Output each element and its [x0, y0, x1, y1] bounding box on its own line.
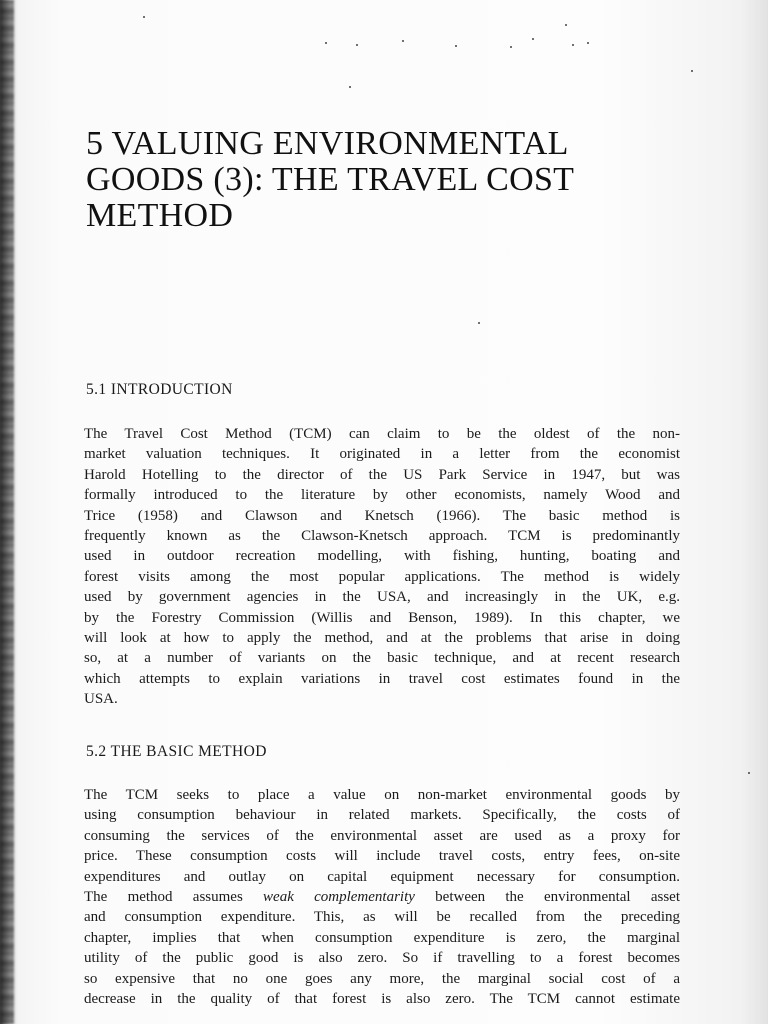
text-line: The Travel Cost Method (TCM) can claim to be the oldest of the non- [84, 426, 680, 442]
text-fragment: between the environmental asset [435, 889, 680, 906]
scan-speck [455, 45, 457, 47]
section-heading-basic-method: 5.2 THE BASIC METHOD [86, 743, 267, 760]
text-line: Trice (1958) and Clawson and Knetsch (1966). The basic method is [84, 507, 680, 524]
text-line: used in outdoor recreation modelling, with fishing, hunting, boating and [84, 548, 680, 565]
text-line: Harold Hotelling to the director of the US Park Service in 1947, but was [84, 466, 680, 483]
section-heading-introduction: 5.1 INTRODUCTION [86, 381, 233, 398]
chapter-title-line: GOODS (3): THE TRAVEL COST [86, 161, 575, 198]
text-line: by the Forestry Commission (Willis and Benson, 1989). In this chapter, we [84, 609, 680, 626]
text-line: consuming the services of the environmental asset are used as a proxy for [84, 827, 680, 844]
text-line: will look at how to apply the method, and at the problems that arise in doing [84, 630, 680, 647]
book-binding-shadow [0, 0, 14, 1024]
text-line: chapter, implies that when consumption expenditure is zero, the marginal [84, 929, 680, 946]
text-line-with-emphasis [84, 887, 680, 907]
scan-speck [349, 86, 351, 88]
emphasized-term: weak complementarity [263, 889, 415, 906]
scan-speck [478, 322, 480, 324]
text-line: and consumption expenditure. This, as will be recalled from the preceding [84, 909, 680, 926]
scan-speck [691, 70, 693, 72]
text-line: so, at a number of variants on the basic technique, and at recent research [84, 650, 680, 667]
scan-speck [587, 42, 589, 44]
chapter-title [86, 126, 706, 234]
scan-speck [748, 772, 750, 774]
text-line: which attempts to explain variations in travel cost estimates found in the [84, 670, 680, 687]
text-line: expenditures and outlay on capital equipment necessary for consumption. [84, 868, 680, 885]
scan-speck [402, 40, 404, 42]
scan-speck [565, 24, 567, 26]
chapter-title-line: METHOD [86, 197, 234, 234]
chapter-title-line: 5 VALUING ENVIRONMENTAL [86, 125, 569, 162]
text-line: frequently known as the Clawson-Knetsch approach. TCM is predominantly [84, 528, 680, 545]
introduction-paragraph [84, 424, 680, 710]
text-line: so expensive that no one goes any more, the marginal social cost of a [84, 970, 680, 987]
text-line: USA. [84, 691, 118, 708]
text-line: market valuation techniques. It originated in a letter from the economist [84, 446, 680, 463]
text-line: decrease in the quality of that forest is also zero. The TCM cannot estimate [84, 991, 680, 1008]
scan-speck [356, 44, 358, 46]
text-line: forest visits among the most popular applications. The method is widely [84, 568, 680, 585]
scan-speck [325, 42, 327, 44]
scan-speck [143, 16, 145, 18]
basic-method-paragraph [84, 785, 680, 1009]
text-line: The TCM seeks to place a value on non-market environmental goods by [84, 787, 680, 803]
scan-speck [532, 38, 534, 40]
text-line: used by government agencies in the USA, and increasingly in the UK, e.g. [84, 589, 680, 606]
text-line: price. These consumption costs will include travel costs, entry fees, on-site [84, 848, 680, 865]
text-line: formally introduced to the literature by other economists, namely Wood and [84, 487, 680, 504]
text-line: using consumption behaviour in related markets. Specifically, the costs of [84, 807, 680, 824]
text-line: utility of the public good is also zero. So if travelling to a forest becomes [84, 950, 680, 967]
text-fragment: The method assumes [84, 889, 264, 906]
scan-speck [572, 44, 574, 46]
scan-speck [510, 46, 512, 48]
